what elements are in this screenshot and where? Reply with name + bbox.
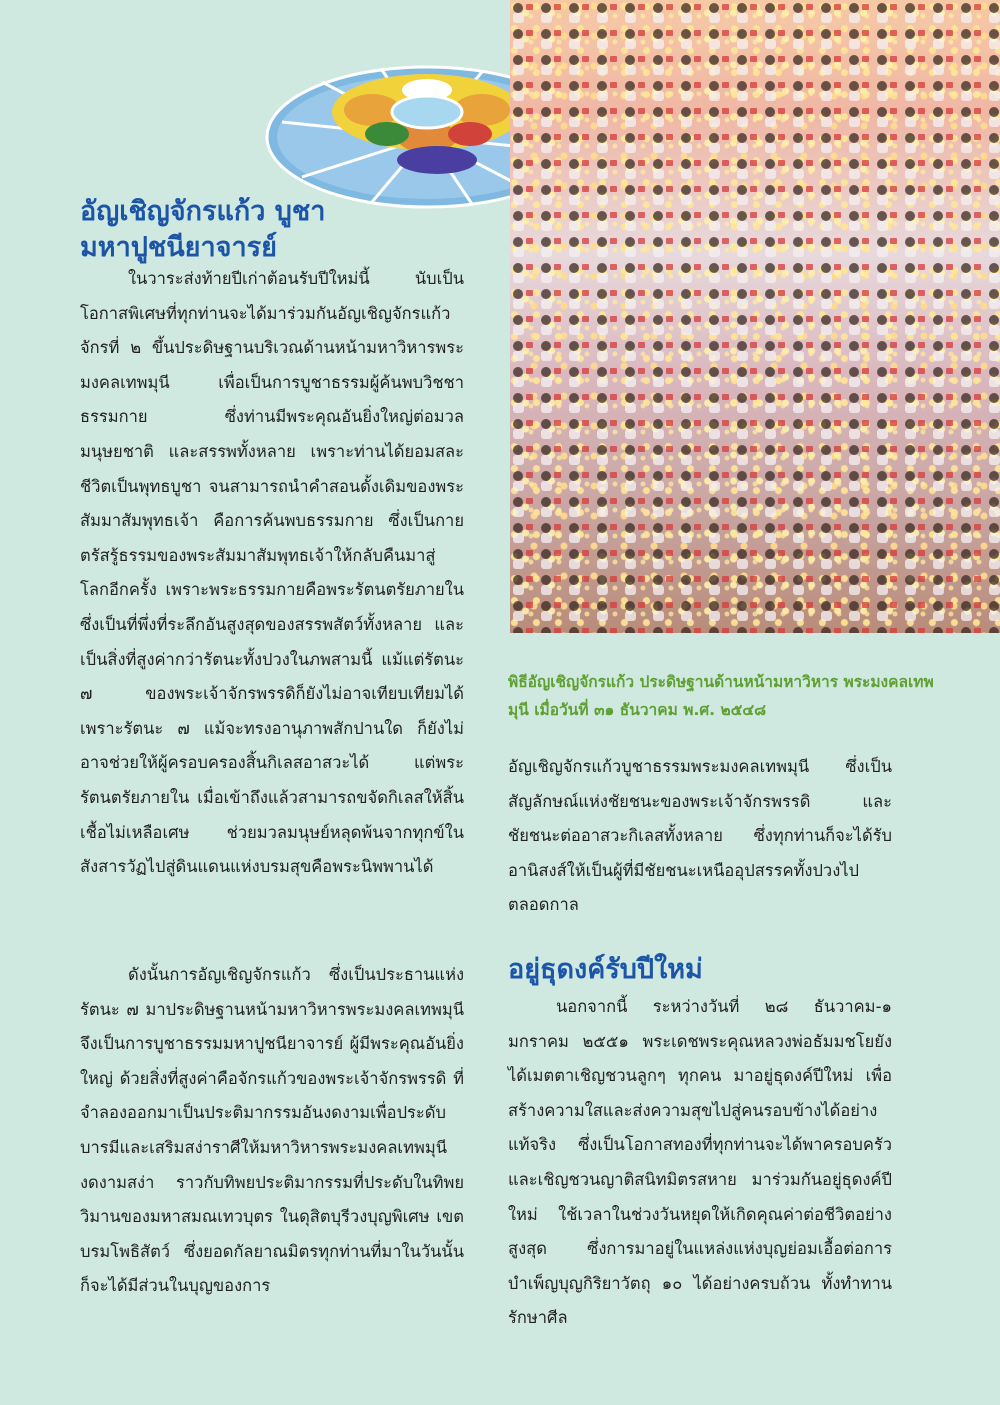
body-column-right-1	[508, 750, 892, 923]
photo-caption: พิธีอัญเชิญจักรแก้ว ประดิษฐานด้านหน้ามหาวิหาร พระมงคลเทพมุนี เมื่อวันที่ ๓๑ ธันวาคม พ.ศ. ๒๕๔๘	[508, 672, 934, 719]
body-column-left-1	[80, 262, 464, 885]
body-column-right-2	[508, 990, 892, 1336]
paragraph-4: นอกจากนี้ ระหว่างวันที่ ๒๘ ธันวาคม-๑ มกราคม ๒๕๕๑ พระเดชพระคุณหลวงพ่อธัมมชโยยังได้เมตตาเชิญชวนลูกๆ ทุกคน มาอยู่ธุดงค์ปีใหม่ เพื่อสร้างความใสและส่งความสุขไปสู่คนรอบข้างได้อย่างแท้จริง ซึ่งเป็นโอกาสทองที่ทุกท่านจะได้พาครอบครัว และเชิญชวนญาติสนิทมิตรสหาย มาร่วมกันอยู่ธุดงค์ปีใหม่ ใช้เวลาในช่วงวันหยุดให้เกิดคุณค่าต่อชีวิตอย่างสูงสุด ซึ่งการมาอยู่ในแหล่งแห่งบุญย่อมเอื้อต่อการบำเพ็ญบุญกิริยาวัตถุ ๑๐ ได้อย่างครบถ้วน ทั้งทำทาน รักษาศีล	[508, 997, 892, 1328]
body-column-left-2	[80, 958, 464, 1304]
crowd-pattern-image	[510, 0, 1000, 633]
candle-ceremony-photo	[510, 0, 1000, 633]
paragraph-2: ดังนั้นการอัญเชิญจักรแก้ว ซึ่งเป็นประธานแห่งรัตนะ ๗ มาประดิษฐานหน้ามหาวิหารพระมงคลเทพมุนี จึงเป็นการบูชาธรรมมหาปูชนียาจารย์ ผู้มีพระคุณอันยิ่งใหญ่ ด้วยสิ่งที่สูงค่าคือจักรแก้วของพระเจ้าจักรพรรดิ ที่จำลองออกมาเป็นประติมากรรมอันงดงามเพื่อประดับบารมีและเสริมสง่าราศีให้มหาวิหารพระมงคลเทพมุนีงดงามสง่า ราวกับทิพยประติมากรรมที่ประดับในทิพยวิมานของมหาสมณเทวบุตร ในดุสิตบุรีวงบุญพิเศษ เขตบรมโพธิสัตว์ ซึ่งยอดกัลยาณมิตรทุกท่านที่มาในวันนั้นก็จะได้มีส่วนในบุญของการ	[80, 965, 464, 1296]
paragraph-1: ในวาระส่งท้ายปีเก่าต้อนรับปีใหม่นี้ นับเป็นโอกาสพิเศษที่ทุกท่านจะได้มาร่วมกันอัญเชิญจักรแก้วจักรที่ ๒ ขึ้นประดิษฐานบริเวณด้านหน้ามหาวิหารพระมงคลเทพมุนี เพื่อเป็นการบูชาธรรมผู้ค้นพบวิชชาธรรมกาย ซึ่งท่านมีพระคุณอันยิ่งใหญ่ต่อมวลมนุษยชาติ และสรรพทั้งหลาย เพราะท่านได้ยอมสละชีวิตเป็นพุทธบูชา จนสามารถนำคำสอนดั้งเดิมของพระสัมมาสัมพุทธเจ้า คือการค้นพบธรรมกาย ซึ่งเป็นกายตรัสรู้ธรรมของพระสัมมาสัมพุทธเจ้าให้กลับคืนมาสู่โลกอีกครั้ง เพราะพระธรรมกายคือพระรัตนตรัยภายใน ซึ่งเป็นที่พึ่งที่ระลึกอันสูงสุดของสรรพสัตว์ทั้งหลาย และเป็นสิ่งที่สูงค่ากว่ารัตนะทั้งปวงในภพสามนี้ แม้แต่รัตนะ ๗ ของพระเจ้าจักรพรรดิก็ยังไม่อาจเทียบเทียมได้ เพราะรัตนะ ๗ แม้จะทรงอานุภาพสักปานใด ก็ยังไม่อาจช่วยให้ผู้ครอบครองสิ้นกิเลสอาสวะได้ แต่พระรัตนตรัยภายใน เมื่อเข้าถึงแล้วสามารถขจัดกิเลสให้สิ้นเชื้อไม่เหลือเศษ ช่วยมวลมนุษย์หลุดพ้นจากทุกข์ในสังสารวัฏไปสู่ดินแดนแห่งบรมสุขคือพระนิพพานได้	[80, 269, 464, 877]
heading-invite-crystal-wheel: อัญเชิญจักรแก้ว บูชามหาปูชนียาจารย์	[80, 196, 326, 263]
heading-new-year-retreat: อยู่ธุดงค์รับปีใหม่	[508, 954, 703, 985]
paragraph-3: อัญเชิญจักรแก้วบูชาธรรมพระมงคลเทพมุนี ซึ่งเป็นสัญลักษณ์แห่งชัยชนะของพระเจ้าจักรพรรดิ และชัยชนะต่ออาสวะกิเลสทั้งหลาย ซึ่งทุกท่านก็จะได้รับอานิสงส์ให้เป็นผู้ที่มีชัยชนะเหนืออุปสรรคทั้งปวงไปตลอดกาล	[508, 757, 892, 915]
